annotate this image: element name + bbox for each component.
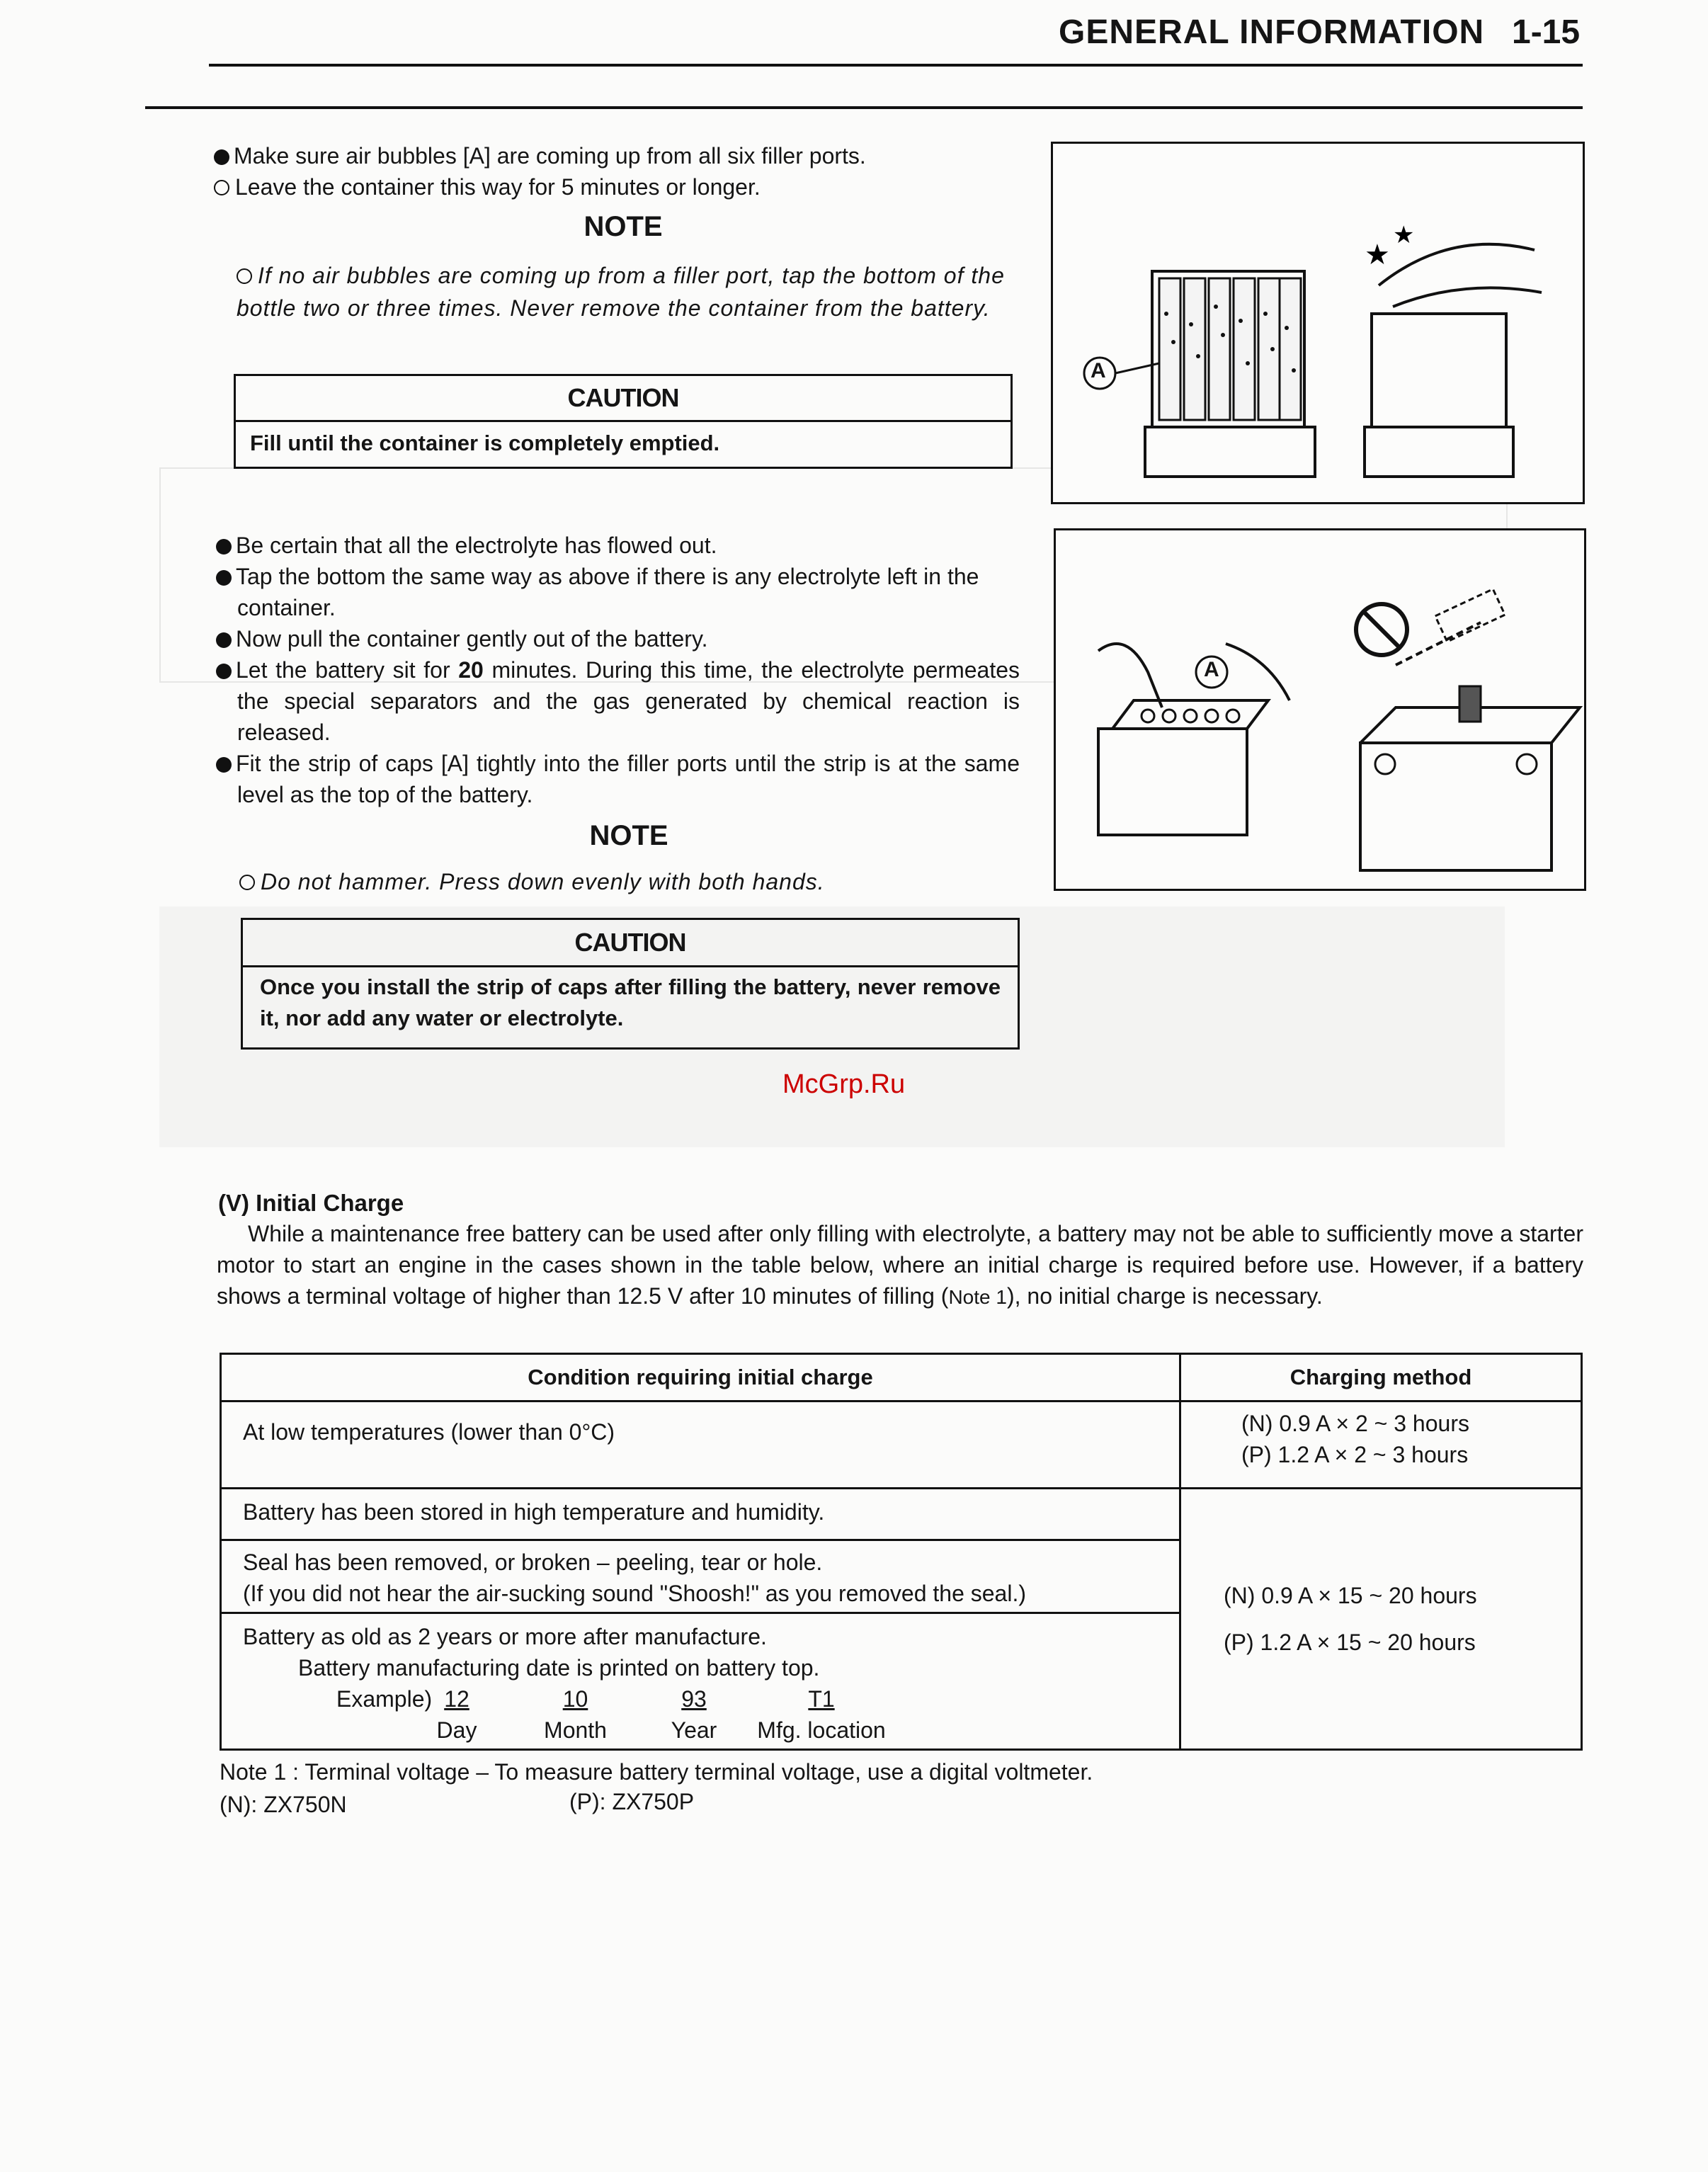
table-cell-condition	[221, 1540, 1180, 1613]
figure-label-a-2: A	[1204, 658, 1219, 681]
note-text	[237, 259, 1008, 324]
caution-text-2: Once you install the strip of caps after filling the battery, never remove it, nor add any water or electrolyte.	[243, 965, 1018, 1038]
note-body: Do not hammer. Press down evenly with both hands.	[261, 869, 825, 894]
table-row	[221, 1401, 1582, 1489]
table-header-row	[221, 1354, 1582, 1401]
note-text-2	[239, 865, 1011, 898]
example-caption: Day	[436, 1717, 477, 1743]
bullet-let-sit	[216, 654, 1020, 748]
bullet-text: Fit the strip of caps [A] tightly into the filler ports until the strip is at the same level as the top of the battery.	[236, 751, 1020, 807]
figure-label-a: A	[1091, 359, 1106, 382]
svg-text:★: ★	[1365, 239, 1390, 271]
initial-charge-table	[220, 1353, 1583, 1751]
method-n: (N) 0.9 A × 2 ~ 3 hours	[1241, 1411, 1469, 1436]
table-cell-method-group	[1180, 1489, 1582, 1750]
table-header-method: Charging method	[1180, 1354, 1582, 1401]
example-caption: Year	[671, 1717, 717, 1743]
note-heading: NOTE	[583, 211, 663, 242]
bullet-dot	[216, 570, 232, 586]
example-label: Example)	[336, 1686, 433, 1712]
bullet-bold-minutes: 20	[458, 657, 484, 683]
caution-text: Fill until the container is completely emptied.	[236, 420, 1010, 465]
bullet-text: Tap the bottom the same way as above if there is any electrolyte left in the container.	[236, 564, 979, 620]
method-n: (N) 0.9 A × 15 ~ 20 hours	[1224, 1583, 1477, 1608]
example-value: T1	[808, 1686, 835, 1712]
condition-sub: Battery manufacturing date is printed on battery top.	[298, 1655, 820, 1681]
method-p: (P) 1.2 A × 15 ~ 20 hours	[1224, 1630, 1476, 1655]
example-year	[637, 1683, 751, 1746]
header-rule	[209, 64, 1583, 67]
example-value: 93	[681, 1686, 707, 1712]
bullet-circle	[214, 180, 229, 195]
table-cell-method	[1180, 1401, 1582, 1489]
condition-line: Seal has been removed, or broken – peeling, tear or hole.	[243, 1550, 823, 1575]
bullet-text: Make sure air bubbles [A] are coming up from all six filler ports.	[234, 143, 866, 169]
caution-box	[234, 374, 1013, 469]
table-cell-condition: Battery has been stored in high temperature and humidity.	[221, 1489, 1180, 1540]
example-month	[513, 1683, 637, 1746]
note-heading-2: NOTE	[589, 820, 668, 851]
example-caption: Mfg. location	[757, 1717, 886, 1743]
caps-instructions	[216, 530, 1020, 810]
footnote-model-p: (P): ZX750P	[569, 1789, 695, 1814]
table-cell-condition	[221, 1613, 1180, 1750]
header-rule-lower	[145, 106, 1583, 109]
svg-text:★: ★	[1393, 221, 1415, 249]
bullet-text: Let the battery sit for	[236, 657, 459, 683]
footnote-model-n: (N): ZX750N	[220, 1792, 347, 1817]
example-day	[400, 1683, 513, 1746]
bullet-pull-container	[216, 623, 1020, 654]
figure-installing-caps	[1054, 528, 1586, 891]
bullet-circle	[237, 268, 252, 284]
page-number: 1-15	[1512, 13, 1581, 51]
caution-heading-2: CAUTION	[574, 928, 686, 957]
caution-heading: CAUTION	[567, 383, 679, 412]
example-value: 12	[444, 1686, 469, 1712]
figure-filling-battery	[1051, 142, 1585, 504]
watermark: McGrp.Ru	[782, 1069, 906, 1099]
caution-box-2	[241, 918, 1020, 1050]
bullet-text: Leave the container this way for 5 minutes or longer.	[235, 174, 761, 200]
table-header-condition: Condition requiring initial charge	[221, 1354, 1180, 1401]
section-heading-initial-charge: (V) Initial Charge	[218, 1190, 404, 1216]
method-p: (P) 1.2 A × 2 ~ 3 hours	[1241, 1442, 1469, 1467]
bullet-air-bubbles	[214, 140, 1035, 171]
example-location	[751, 1683, 892, 1746]
example-value: 10	[562, 1686, 588, 1712]
bullet-text: Be certain that all the electrolyte has flowed out.	[236, 533, 717, 558]
bullet-dot	[216, 539, 232, 555]
battery-fill-illustration	[1053, 144, 1583, 502]
header-title: GENERAL INFORMATION	[1059, 13, 1485, 51]
bullet-dot	[216, 664, 232, 679]
condition-line: Battery as old as 2 years or more after manufacture.	[243, 1624, 767, 1649]
footnote-terminal-voltage: Note 1 : Terminal voltage – To measure battery terminal voltage, use a digital voltmeter.	[220, 1759, 1093, 1785]
bullet-text: Now pull the container gently out of the battery.	[236, 626, 708, 652]
bullet-tap-bottom	[216, 561, 1020, 623]
initial-charge-paragraph	[217, 1218, 1583, 1313]
condition-line: (If you did not hear the air-sucking sound "Shoosh!" as you removed the seal.)	[243, 1581, 1026, 1606]
bullet-leave-container	[214, 171, 1035, 203]
bullet-text: minutes. During this time, the electrolyte permeates the special separators and the gas generated by chemical reaction is released.	[237, 657, 1020, 745]
paragraph-note-ref: Note 1	[948, 1286, 1007, 1308]
note-body: If no air bubbles are coming up from a filler port, tap the bottom of the bottle two or three times. Never remove the container from the battery.	[237, 263, 1005, 321]
date-example	[243, 1683, 1158, 1746]
table-cell-condition: At low temperatures (lower than 0°C)	[221, 1401, 1180, 1489]
bullet-dot	[216, 632, 232, 648]
bullet-flowed-out	[216, 530, 1020, 561]
table-row	[221, 1489, 1582, 1540]
bullet-dot	[214, 149, 229, 165]
bullet-circle	[239, 875, 255, 890]
bullet-fit-caps	[216, 748, 1020, 810]
example-caption: Month	[544, 1717, 607, 1743]
paragraph-text: ), no initial charge is necessary.	[1006, 1283, 1323, 1309]
bullet-dot	[216, 757, 232, 773]
cap-install-illustration	[1056, 530, 1584, 889]
paragraph-text: While a maintenance free battery can be used after only filling with electrolyte, a battery may not be able to sufficiently move a starter motor to start an engine in the cases shown in the table below, where an initial charge is required before use. However, if a battery shows a terminal voltage of higher than 12.5 V after 10 minutes of filling (	[217, 1221, 1583, 1309]
